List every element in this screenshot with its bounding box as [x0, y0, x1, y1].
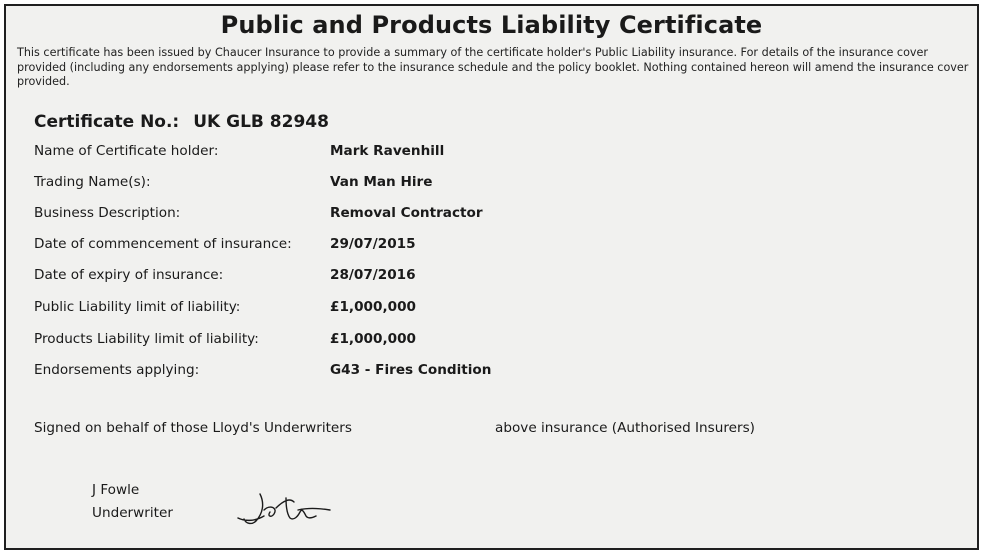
- signed-on-behalf-text: Signed on behalf of those Lloyd's Underwriters: [34, 420, 352, 436]
- field-value: 29/07/2015: [330, 236, 416, 252]
- certificate-number-value: UK GLB 82948: [193, 112, 329, 132]
- field-value: Removal Contractor: [330, 205, 483, 221]
- field-value: G43 - Fires Condition: [330, 362, 492, 378]
- field-label: Date of expiry of insurance:: [34, 267, 224, 283]
- field-label: Products Liability limit of liability:: [34, 331, 259, 347]
- field-label: Name of Certificate holder:: [34, 143, 219, 159]
- field-label: Date of commencement of insurance:: [34, 236, 292, 252]
- field-row-products-liability-limit: [34, 331, 734, 351]
- field-row-trading-name: [34, 174, 734, 194]
- field-row-public-liability-limit: [34, 299, 734, 319]
- field-value: Van Man Hire: [330, 174, 433, 190]
- field-label: Public Liability limit of liability:: [34, 299, 241, 315]
- certificate-panel: [4, 4, 979, 550]
- field-row-commencement-date: [34, 236, 734, 256]
- certificate-number: [34, 112, 329, 132]
- authorised-insurers-text: above insurance (Authorised Insurers): [495, 420, 755, 436]
- field-value: £1,000,000: [330, 331, 416, 347]
- field-label: Endorsements applying:: [34, 362, 200, 378]
- certificate-number-label: Certificate No.:: [34, 112, 180, 132]
- signature-icon: [234, 488, 334, 528]
- field-row-endorsements: [34, 362, 734, 382]
- field-value: Mark Ravenhill: [330, 143, 445, 159]
- certificate-title: Public and Products Liability Certificate: [220, 11, 763, 39]
- field-value: 28/07/2016: [330, 267, 416, 283]
- field-label: Trading Name(s):: [34, 174, 151, 190]
- field-row-expiry-date: [34, 267, 734, 287]
- signer-name: J Fowle: [92, 482, 140, 498]
- signer-role: Underwriter: [92, 505, 173, 521]
- certificate-intro: This certificate has been issued by Chaucer Insurance to provide a summary of the certificate holder's Public Liability insurance. For details of the insurance cover provided (including any endorsements applying) please refer to the insurance schedule and the policy booklet. Nothing contained hereon will amend the insurance cover provided.: [17, 46, 969, 88]
- field-row-business-description: [34, 205, 734, 225]
- field-label: Business Description:: [34, 205, 181, 221]
- field-value: £1,000,000: [330, 299, 416, 315]
- field-row-holder-name: [34, 143, 734, 163]
